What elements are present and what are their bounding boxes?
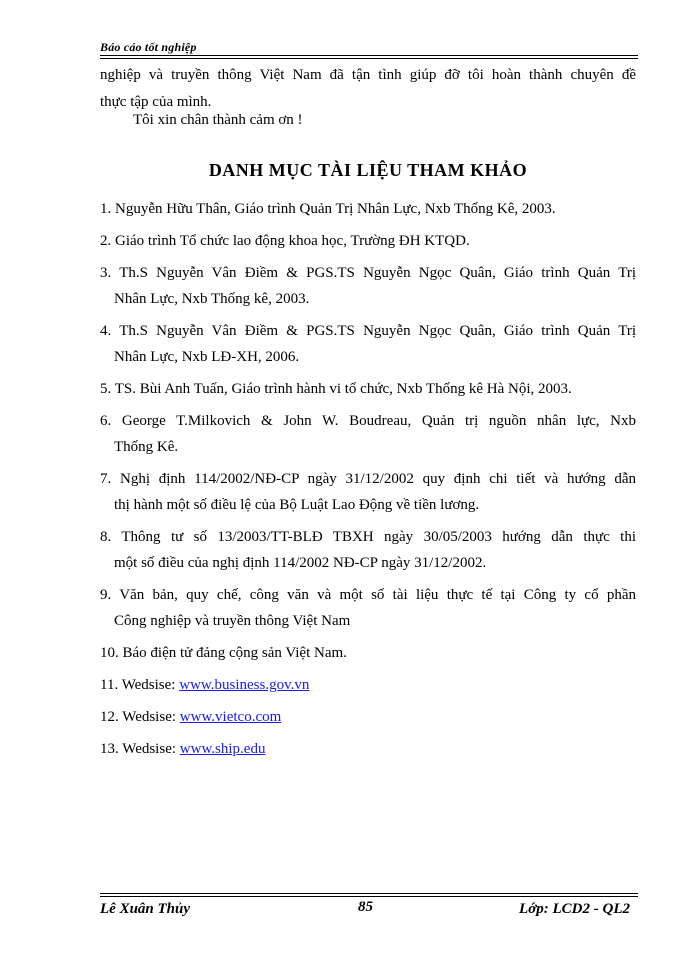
reference-prefix: Wedsise: — [122, 709, 177, 725]
intro-paragraph — [100, 62, 636, 116]
references-title: DANH MỤC TÀI LIỆU THAM KHẢO — [208, 160, 528, 180]
header-title: Báo cáo tốt nghiệp — [100, 40, 197, 54]
reference-link[interactable]: www.business.gov.vn — [179, 677, 310, 693]
reference-item — [100, 228, 636, 254]
reference-number: 6. — [100, 413, 112, 429]
reference-number: 7. — [100, 471, 112, 487]
reference-line — [100, 196, 636, 222]
page-header — [100, 40, 638, 55]
reference-line — [100, 228, 636, 254]
intro-line-2: thực tập của mình. — [100, 94, 212, 110]
reference-number: 12. — [100, 709, 119, 725]
footer-rule-thick — [100, 896, 638, 897]
reference-text: Nguyễn Hữu Thân, Giáo trình Quản Trị Nhân Lực, Nxb Thống Kê, 2003. — [115, 201, 556, 217]
reference-text: Thông tư số 13/2003/TT-BLĐ TBXH ngày 30/05/2003 hướng dẫn thực thi — [121, 529, 637, 545]
reference-text: thị hành một số điều lệ của Bộ Luật Lao Động về tiền lương. — [114, 497, 480, 513]
reference-item — [100, 640, 636, 666]
reference-text: Nhân Lực, Nxb Thống kê, 2003. — [114, 291, 310, 307]
reference-text: Văn bản, quy chế, công văn và một số tài liệu thực tế tại Công ty cổ phần — [119, 587, 637, 603]
reference-number: 11. — [100, 677, 119, 693]
header-rule-thick — [100, 55, 638, 56]
reference-line — [100, 260, 636, 286]
reference-line-continued — [100, 286, 636, 312]
reference-line-continued — [100, 434, 636, 460]
thanks-line: Tôi xin chân thành cảm ơn ! — [133, 112, 303, 128]
reference-line — [100, 376, 636, 402]
reference-line — [100, 408, 636, 434]
reference-item — [100, 466, 636, 518]
footer-rule-thin — [100, 893, 638, 894]
reference-item — [100, 408, 636, 460]
reference-text: Nghị định 114/2002/NĐ-CP ngày 31/12/2002 quy định chi tiết và hướng dẫn — [120, 471, 637, 487]
reference-text: một số điều của nghị định 114/2002 NĐ-CP ngày 31/12/2002. — [114, 555, 487, 571]
reference-text: TS. Bùi Anh Tuấn, Giáo trình hành vi tổ chức, Nxb Thống kê Hà Nội, 2003. — [114, 381, 572, 397]
reference-line-continued — [100, 608, 636, 634]
reference-prefix: Wedsise: — [121, 677, 176, 693]
page-number: 85 — [358, 899, 373, 915]
reference-number: 3. — [100, 265, 112, 281]
reference-item — [100, 524, 636, 576]
reference-line — [100, 672, 636, 698]
reference-line — [100, 736, 636, 762]
header-rule-thin — [100, 58, 638, 59]
footer-author: Lê Xuân Thủy — [100, 901, 191, 917]
reference-line-continued — [100, 492, 636, 518]
reference-number: 9. — [100, 587, 112, 603]
reference-text: Nhân Lực, Nxb LĐ-XH, 2006. — [114, 349, 300, 365]
reference-item — [100, 704, 636, 730]
reference-line-continued — [100, 550, 636, 576]
reference-item — [100, 736, 636, 762]
reference-item — [100, 196, 636, 222]
reference-line — [100, 318, 636, 344]
reference-line — [100, 466, 636, 492]
reference-line — [100, 640, 636, 666]
reference-text: George T.Milkovich & John W. Boudreau, Quản trị nguồn nhân lực, Nxb — [121, 413, 636, 429]
reference-number: 2. — [100, 233, 112, 249]
intro-line-1: nghiệp và truyền thông Việt Nam đã tận tình giúp đỡ tôi hoàn thành chuyên đề — [100, 67, 636, 83]
reference-text: Th.S Nguyễn Vân Điềm & PGS.TS Nguyễn Ngọc Quân, Giáo trình Quản Trị — [119, 265, 636, 281]
references-list — [100, 196, 636, 768]
reference-item — [100, 376, 636, 402]
reference-text: Th.S Nguyễn Vân Điềm & PGS.TS Nguyễn Ngọc Quân, Giáo trình Quản Trị — [119, 323, 636, 339]
reference-item — [100, 318, 636, 370]
reference-text: Thống Kê. — [114, 439, 179, 455]
reference-number: 5. — [100, 381, 112, 397]
reference-item — [100, 582, 636, 634]
reference-number: 13. — [100, 741, 119, 757]
reference-line — [100, 582, 636, 608]
reference-number: 10. — [100, 645, 119, 661]
reference-item — [100, 672, 636, 698]
reference-line-continued — [100, 344, 636, 370]
reference-number: 8. — [100, 529, 112, 545]
reference-number: 4. — [100, 323, 112, 339]
reference-prefix: Wedsise: — [122, 741, 177, 757]
reference-number: 1. — [100, 201, 112, 217]
reference-text: Báo điện tử đảng cộng sản Việt Nam. — [122, 645, 347, 661]
reference-link[interactable]: www.vietco.com — [179, 709, 282, 725]
reference-line — [100, 524, 636, 550]
reference-link[interactable]: www.ship.edu — [179, 741, 266, 757]
reference-line — [100, 704, 636, 730]
reference-text: Giáo trình Tổ chức lao động khoa học, Trường ĐH KTQD. — [115, 233, 470, 249]
footer-class: Lớp: LCD2 - QL2 — [519, 901, 630, 917]
reference-item — [100, 260, 636, 312]
reference-text: Công nghiệp và truyền thông Việt Nam — [114, 613, 351, 629]
